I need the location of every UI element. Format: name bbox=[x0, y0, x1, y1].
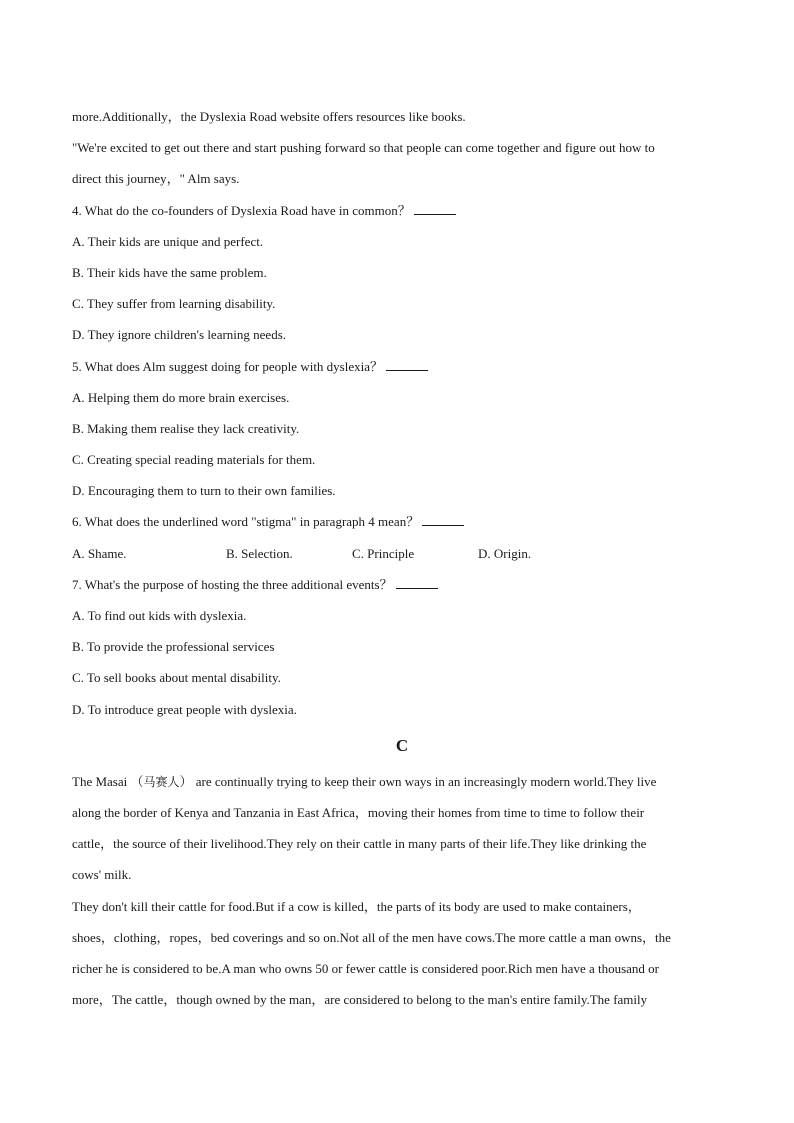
question-7-answer-blank[interactable] bbox=[396, 578, 438, 589]
section-c-heading: C bbox=[395, 735, 409, 755]
question-7-text: 7. What's the purpose of hosting the three additional events？ bbox=[72, 576, 393, 592]
question-4-answer-blank[interactable] bbox=[414, 204, 456, 215]
section-c-p2-line-3: richer he is considered to be.A man who owns 50 or fewer cattle is considered poor.Rich men have a thousand or bbox=[72, 960, 659, 976]
question-5-stem bbox=[72, 351, 732, 382]
question-6-option-d: D. Origin. bbox=[478, 545, 532, 561]
question-4-option-c: C. They suffer from learning disability. bbox=[72, 296, 276, 312]
question-4-option-a: A. Their kids are unique and perfect. bbox=[72, 233, 264, 249]
question-6-option-b: B. Selection. bbox=[226, 545, 293, 561]
section-c-p2-line-2: shoes，clothing，ropes，bed coverings and so on.Not all of the men have cows.The more cattle a man owns，the bbox=[72, 929, 671, 945]
section-c-p1-line-1-end: ） are continually trying to keep their own ways in an increasingly modern world.They live bbox=[179, 773, 657, 789]
question-6-option-a: A. Shame. bbox=[72, 545, 127, 561]
question-5-option-d: D. Encouraging them to turn to their own families. bbox=[72, 483, 336, 499]
question-7-option-c: C. To sell books about mental disability. bbox=[72, 670, 281, 686]
document-page bbox=[72, 101, 732, 1015]
passage-b-line-2: "We're excited to get out there and start pushing forward so that people can come together and figure out how to bbox=[72, 140, 655, 156]
question-4-option-b: B. Their kids have the same problem. bbox=[72, 264, 267, 280]
question-5-option-c: C. Creating special reading materials for them. bbox=[72, 452, 316, 468]
question-5-option-a: A. Helping them do more brain exercises. bbox=[72, 389, 290, 405]
section-c-p1-line-3: cattle，the source of their livelihood.They rely on their cattle in many parts of their life.They like drinking the bbox=[72, 836, 647, 852]
question-6-options-row bbox=[72, 538, 732, 569]
question-4-text: 4. What do the co-founders of Dyslexia Road have in common？ bbox=[72, 202, 411, 218]
section-c-p2-line-4: more，The cattle，though owned by the man，are considered to belong to the man's entire family.The family bbox=[72, 992, 648, 1008]
question-4-stem bbox=[72, 195, 732, 226]
question-6-answer-blank[interactable] bbox=[422, 515, 464, 526]
passage-b-line-3: direct this journey，" Alm says. bbox=[72, 171, 240, 187]
section-c-p2-line-1: They don't kill their cattle for food.But if a cow is killed，the parts of its body are used to make containers， bbox=[72, 898, 641, 914]
question-6-text: 6. What does the underlined word "stigma" in paragraph 4 mean？ bbox=[72, 514, 420, 530]
question-7-option-a: A. To find out kids with dyslexia. bbox=[72, 608, 247, 623]
question-6-stem bbox=[72, 506, 732, 537]
section-c-p1-line-2: along the border of Kenya and Tanzania in East Africa，moving their homes from time to time to follow their bbox=[72, 804, 645, 820]
question-4-option-d: D. They ignore children's learning needs. bbox=[72, 327, 287, 343]
question-7-option-b: B. To provide the professional services bbox=[72, 639, 275, 655]
question-7-stem bbox=[72, 569, 732, 600]
question-5-option-b: B. Making them realise they lack creativity. bbox=[72, 420, 300, 436]
question-7-option-d: D. To introduce great people with dyslexia. bbox=[72, 701, 297, 717]
question-5-answer-blank[interactable] bbox=[386, 360, 428, 371]
section-c-p1-line-1-start: The Masai （ bbox=[72, 773, 144, 789]
masai-chinese-name: 马赛人 bbox=[143, 774, 180, 789]
question-5-text: 5. What does Alm suggest doing for people with dyslexia？ bbox=[72, 358, 383, 374]
section-c-p1-line-1 bbox=[72, 766, 732, 797]
question-6-option-c: C. Principle bbox=[352, 545, 415, 561]
section-c-p1-line-4: cows' milk. bbox=[72, 867, 132, 883]
passage-b-line-1: more.Additionally，the Dyslexia Road website offers resources like books. bbox=[72, 109, 466, 124]
